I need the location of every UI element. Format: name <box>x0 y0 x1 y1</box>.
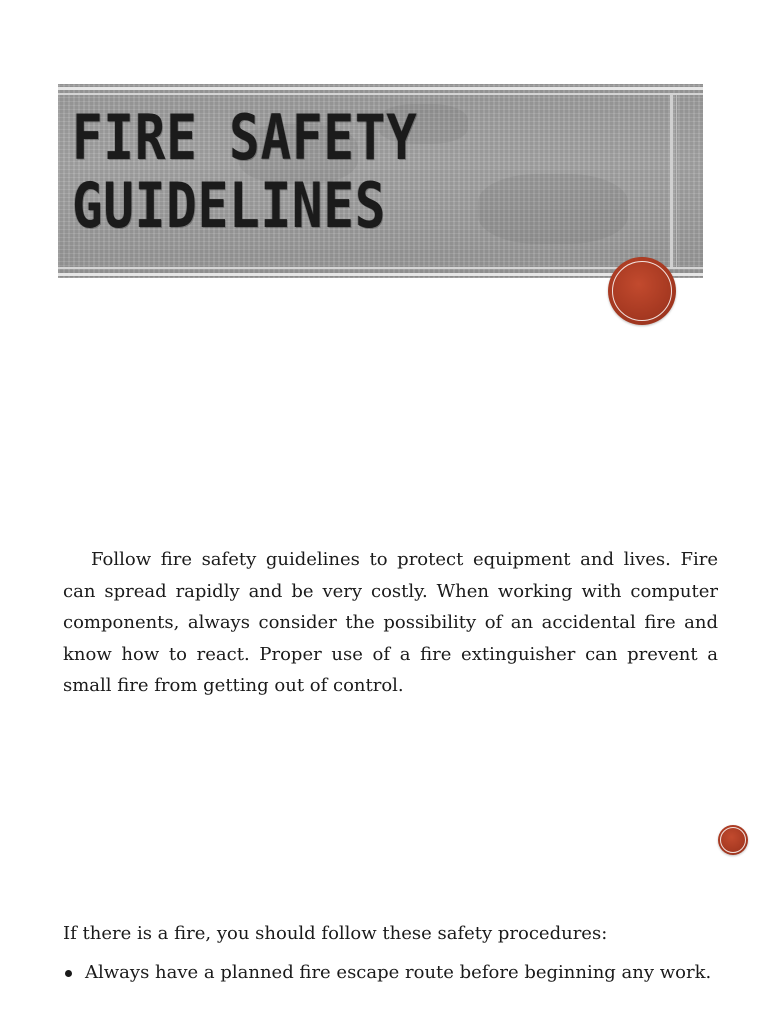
banner-divider <box>670 95 673 267</box>
circle-ring <box>612 261 672 321</box>
banner-stripe <box>58 273 703 276</box>
list-item-text: Always have a planned fire escape route before beginning any work. <box>85 962 712 983</box>
bullet-icon <box>65 970 72 977</box>
list-item <box>63 957 723 988</box>
procedures-list <box>63 957 723 988</box>
title-banner <box>58 84 703 278</box>
procedures-intro: If there is a fire, you should follow these safety procedures: <box>63 923 608 944</box>
decorative-circle-icon <box>718 825 748 855</box>
banner-stripe <box>58 267 703 269</box>
page-title: FIRE SAFETY GUIDELINES <box>72 101 418 242</box>
decorative-circle-icon <box>608 257 676 325</box>
banner-stripe <box>58 87 703 90</box>
body-paragraph: Follow fire safety guidelines to protect equipment and lives. Fire can spread rapidly and be very costly. When working with computer components, always consider the possibility of an accidental fire and know how to react. Proper use of a fire extinguisher can prevent a small fire from getting out of control. <box>63 549 718 696</box>
banner-texture <box>478 174 628 244</box>
banner-divider <box>676 95 677 267</box>
circle-ring <box>720 827 746 853</box>
banner-stripe <box>58 93 703 95</box>
